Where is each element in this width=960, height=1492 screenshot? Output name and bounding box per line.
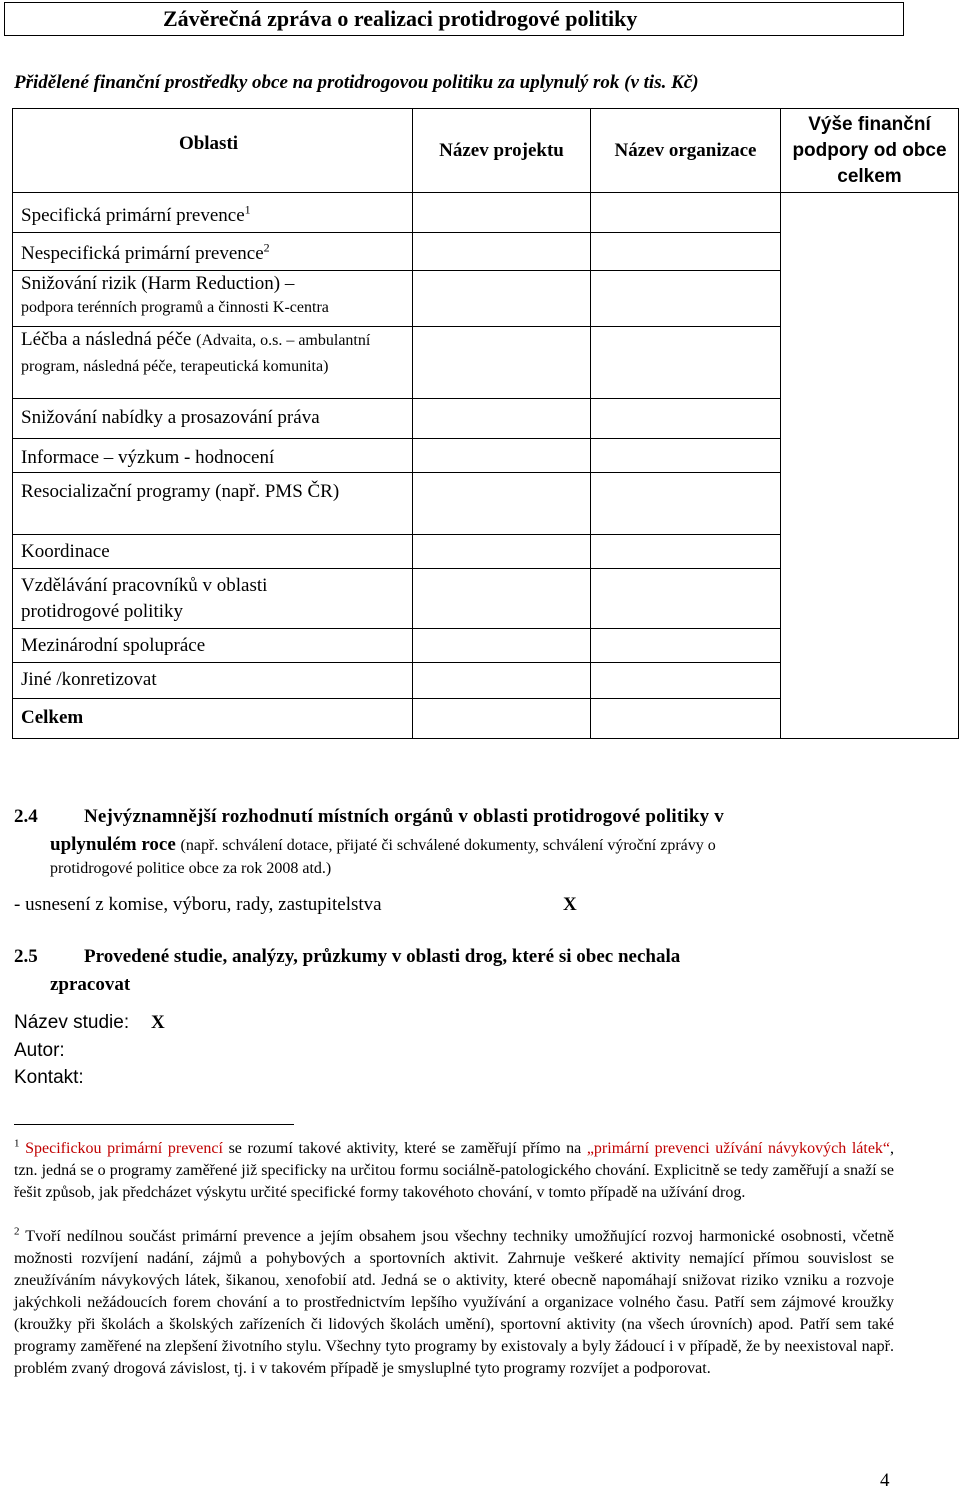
cell-vyse[interactable] — [781, 193, 959, 739]
cell-projekt[interactable] — [413, 663, 591, 699]
cell-organizace[interactable] — [591, 193, 781, 233]
cell-projekt[interactable] — [413, 399, 591, 439]
cell-projekt[interactable] — [413, 569, 591, 629]
cell-projekt[interactable] — [413, 193, 591, 233]
row-label: Informace – výzkum - hodnocení — [13, 439, 413, 473]
study-name-mark: X — [151, 1012, 165, 1033]
cell-organizace[interactable] — [591, 699, 781, 739]
section-2-4-note: protidrogové politice obce za rok 2008 atd.) — [50, 860, 332, 877]
cell-projekt[interactable] — [413, 233, 591, 271]
cell-organizace[interactable] — [591, 569, 781, 629]
footnote-1: $^1$ Specifickou primární prevencí se rozumí takové aktivity, které se zaměřují přímo na „primární prevenci užívání návykových látek“, tzn. jedná se o programy zaměřené již specificky na určitou formu sociálně-patologického chování. Explicitně se tedy zaměřují a snaží se řešit způsob, jak předcházet výskytu určité specifické formy takovéhoto chování, v tomto případě na užívání drog. — [14, 1137, 895, 1201]
page-number: 4 — [880, 1470, 890, 1491]
cell-organizace[interactable] — [591, 233, 781, 271]
table-caption: Přidělené finanční prostředky obce na protidrogovou politiku za uplynulý rok (v tis. Kč) — [14, 72, 699, 93]
cell-organizace[interactable] — [591, 271, 781, 327]
cell-projekt[interactable] — [413, 629, 591, 663]
header-vyse: Výše finanční podpory od obce celkem — [781, 109, 959, 193]
cell-organizace[interactable] — [591, 473, 781, 535]
section-2-5-heading: 2.5 Provedené studie, analýzy, průzkumy v oblasti drog, které si obec nechala — [14, 946, 681, 967]
study-author-label: Autor: — [14, 1040, 65, 1061]
page-title: Závěrečná zpráva o realizaci protidrogové politiky — [4, 2, 904, 36]
row-label: Snižování nabídky a prosazování práva — [13, 399, 413, 439]
cell-projekt[interactable] — [413, 439, 591, 473]
footnote-ref: 2 — [263, 240, 270, 255]
funding-table — [12, 108, 959, 739]
cell-projekt[interactable] — [413, 271, 591, 327]
resolution-item: - usnesení z komise, výboru, rady, zastupitelstva — [14, 894, 382, 915]
table-row — [13, 193, 959, 233]
row-label: Nespecifická primární prevence$^2$ — [13, 233, 413, 271]
cell-organizace[interactable] — [591, 439, 781, 473]
section-2-4-heading: 2.4 Nejvýznamnější rozhodnutí místních orgánů v oblasti protidrogové politiky v — [14, 806, 724, 827]
row-label: Resocializační programy (např. PMS ČR) — [13, 473, 413, 535]
row-label: Specifická primární prevence$^1$ — [13, 193, 413, 233]
cell-projekt[interactable] — [413, 699, 591, 739]
row-label: Koordinace — [13, 535, 413, 569]
cell-organizace[interactable] — [591, 399, 781, 439]
section-2-5-subheading: zpracovat — [50, 974, 131, 995]
header-oblasti: Oblasti — [13, 109, 413, 193]
section-2-4-subheading: uplynulém roce (např. schválení dotace, přijaté či schválené dokumenty, schválení výroční zprávy o — [50, 834, 716, 855]
row-label: Snižování rizik (Harm Reduction) – podpora terénních programů a činnosti K-centra — [13, 271, 413, 327]
row-label: Léčba a následná péče (Advaita, o.s. – ambulantní program, následná péče, terapeutická komunita) — [13, 327, 413, 399]
header-organizace: Název organizace — [591, 109, 781, 193]
footnote-ref: 1 — [244, 202, 251, 217]
row-label: Vzdělávání pracovníků v oblasti protidrogové politiky — [13, 569, 413, 629]
row-label: Celkem — [13, 699, 413, 739]
cell-projekt[interactable] — [413, 327, 591, 399]
cell-organizace[interactable] — [591, 663, 781, 699]
cell-projekt[interactable] — [413, 473, 591, 535]
row-label: Jiné /konretizovat — [13, 663, 413, 699]
table-header-row — [13, 109, 959, 193]
study-contact-label: Kontakt: — [14, 1067, 84, 1088]
study-name-label: Název studie: — [14, 1012, 130, 1033]
footnote-2: $^2$ Tvoří nedílnou součást primární prevence a jejím obsahem jsou všechny techniky umožňující rozvoj harmonické osobnosti, včetně možnosti rozvíjení nadání, zájmů a pohybových a sportovních aktivit. Zahrnuje veškeré aktivity nemající přímou souvislost se zneužíváním návykových látek, šikanou, xenofobií atd. Jedná se o aktivity, které obecně napomáhají snižovat riziko vzniku a rozvoje jakýchkoli nežádoucích forem chování a to prostřednictvím lepšího využívání a organizace volného času. Patří sem zájmové kroužky (kroužky při školách a školských zařízeních či lidových školách umění), sportovní aktivity (na všech úrovních) apod. Patří sem také programy zaměřené na zlepšení životního stylu. Všechny tyto programy by existovaly a byly žádoucí i v případě, že by neexistoval např. problém zvaný drogová závislost, tj. i v takovém případě je smysluplné tyto programy rozvíjet a podporovat. — [14, 1225, 894, 1377]
cell-projekt[interactable] — [413, 535, 591, 569]
header-projekt: Název projektu — [413, 109, 591, 193]
row-label: Mezinárodní spolupráce — [13, 629, 413, 663]
cell-organizace[interactable] — [591, 327, 781, 399]
resolution-mark: X — [563, 894, 577, 915]
cell-organizace[interactable] — [591, 629, 781, 663]
footnote-separator — [14, 1124, 294, 1125]
cell-organizace[interactable] — [591, 535, 781, 569]
